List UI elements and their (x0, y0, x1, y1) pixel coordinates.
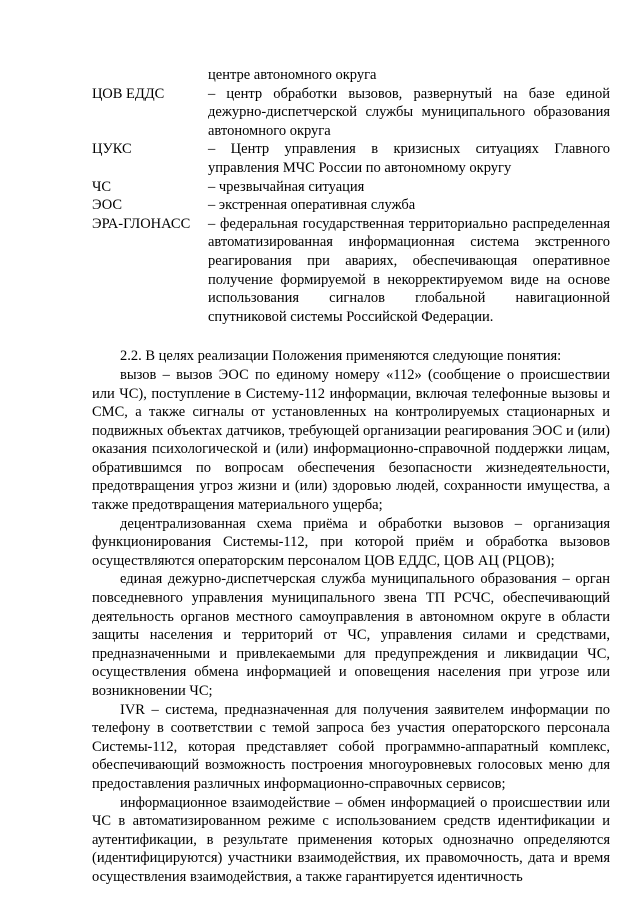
abbreviation-term: ЭОС (92, 197, 123, 214)
body-paragraph: единая дежурно-диспетчерская служба муниципального образования – орган повседневного управления муниципального звена ТП РСЧС, обеспечивающий деятельность органов местного самоуправления в автономном округе в области защиты населения и территорий от ЧС, управления силами и средствами, предназначенными и привлекаемыми для предупреждения и ликвидации ЧС, осуществления обмена информацией и оповещения населения при угрозе или возникновении ЧС; (92, 571, 610, 699)
abbreviation-row (92, 196, 610, 215)
abbreviation-definition: – экстренная оперативная служба (208, 197, 416, 214)
abbreviation-row (92, 178, 610, 197)
section-heading-paragraph: 2.2. В целях реализации Положения применяются следующие понятия: (120, 348, 562, 365)
abbreviation-row (92, 215, 610, 327)
abbreviation-term: ЭРА-ГЛОНАСС (92, 215, 191, 232)
body-text (92, 347, 610, 886)
abbreviation-definition: – Центр управления в кризисных ситуациях Главного управления МЧС России по автономному округу (208, 141, 610, 176)
document-page (92, 66, 610, 887)
abbreviation-term (92, 66, 208, 85)
body-paragraph: IVR – система, предназначенная для получения заявителем информации по телефону в соответствии с темой запроса без участия операторского персонала Системы-112, которая представляет собой программно-аппаратный комплекс, обеспечивающий возможность построения многоуровневых голосовых меню для предоставления различных информационно-справочных сервисов; (92, 701, 610, 792)
abbreviation-row (92, 85, 610, 141)
abbreviation-row (92, 140, 610, 177)
abbreviation-definition: – федеральная государственная территориально распределенная автоматизированная информационная система экстренного реагирования при авариях, обеспечивающая оперативное получение формируемой в некорректируемом виде на основе использования сигналов глобальной навигационной спутниковой системы Российской Федерации. (208, 215, 610, 325)
abbreviation-definition: – центр обработки вызовов, развернутый на базе единой дежурно-диспетчерской службы муниципального образования автономного округа (208, 85, 610, 139)
abbreviation-term: ЧС (92, 178, 112, 195)
body-paragraph: вызов – вызов ЭОС по единому номеру «112» (сообщение о происшествии или ЧС), поступление в Систему-112 информации, включая телефонные вызовы и СМС, а также сигналы от установленных на контролируемых стационарных и подвижных объектах датчиков, требующей организации реагирования ЭОС и (или) оказания психологической и (или) информационно-справочной поддержки лицам, обратившимся по вопросам обеспечения безопасности жизнедеятельности, предотвращения угроз жизни и (или) здоровью людей, сохранности имущества, а также предотвращения материального ущерба; (92, 366, 610, 514)
abbreviation-row (92, 66, 610, 85)
body-paragraph: информационное взаимодействие – обмен информацией о происшествии или ЧС в автоматизированном режиме с использованием средств идентификации и аутентификации, в результате применения которых однозначно определяются (идентифицируются) участники взаимодействия, их правомочность, дата и время осуществления взаимодействия, а также гарантируется идентичность (92, 794, 610, 885)
section-gap (92, 326, 610, 347)
abbreviation-definition: центре автономного округа (208, 67, 377, 83)
abbreviation-term: ЦУКС (92, 141, 132, 158)
abbreviation-term: ЦОВ ЕДДС (92, 85, 165, 102)
abbreviation-definition: – чрезвычайная ситуация (208, 178, 365, 195)
abbreviation-list (92, 66, 610, 326)
body-paragraph: децентрализованная схема приёма и обработки вызовов – организация функционирования Системы-112, при которой приём и обработка вызовов осуществляются операторским персоналом ЦОВ ЕДДС, ЦОВ АЦ (РЦОВ); (92, 515, 610, 569)
